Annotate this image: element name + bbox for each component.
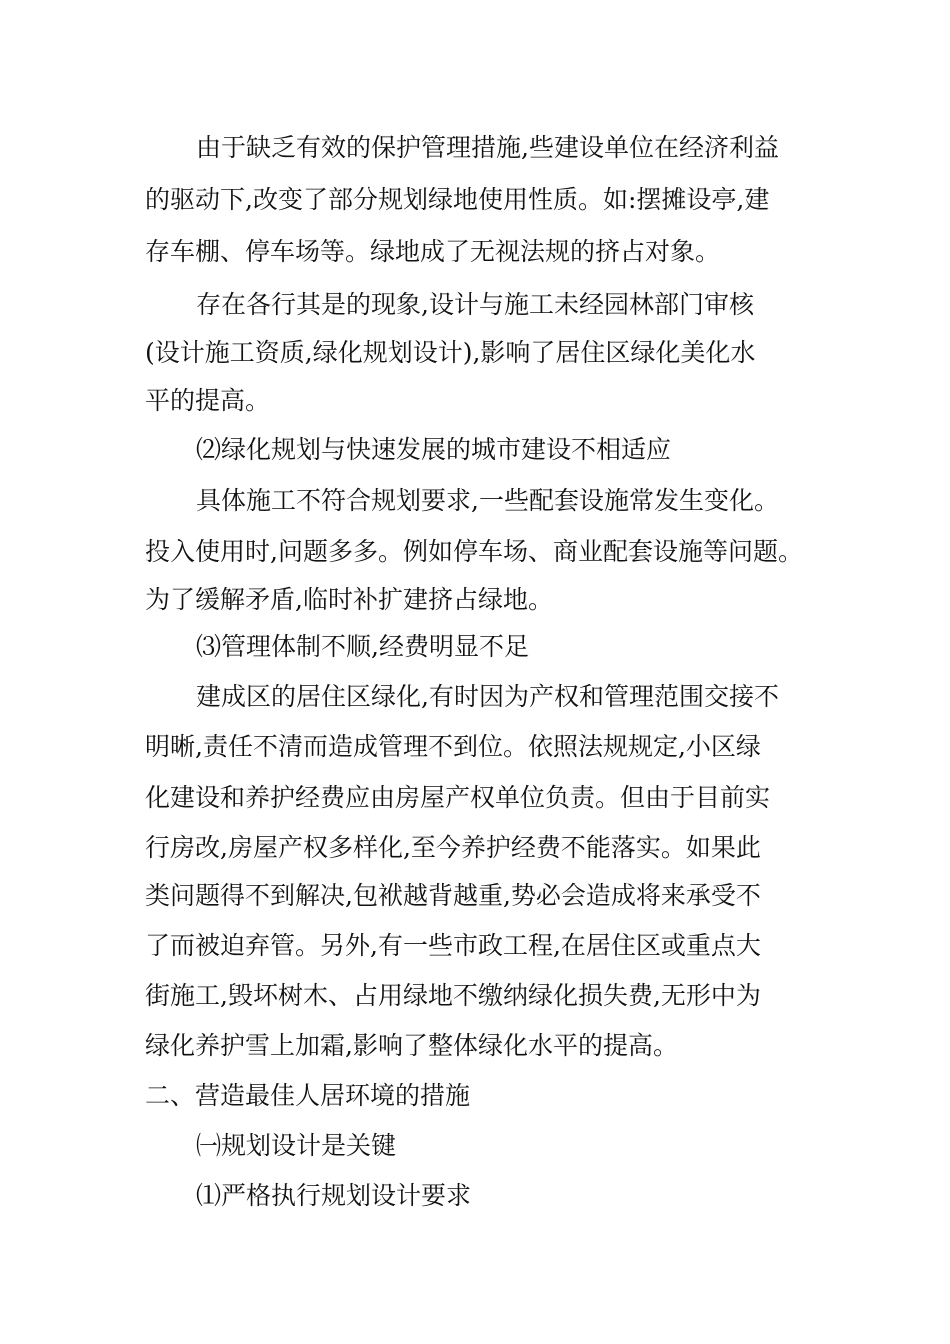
paragraph-line: 存在各行其是的现象,设计与施工未经园林部门审核 xyxy=(196,290,754,319)
paragraph-line: 的驱动下,改变了部分规划绿地使用性质。如:摆摊设亭,建 xyxy=(145,185,770,214)
paragraph-line: 行房改,房屋产权多样化,至今养护经费不能落实。如果此 xyxy=(145,833,761,862)
paragraph-line: 绿化养护雪上加霜,影响了整体绿化水平的提高。 xyxy=(145,1031,678,1060)
paragraph-line: 具体施工不符合规划要求,一些配套设施常发生变化。 xyxy=(196,486,779,515)
paragraph-line: (设计施工资质,绿化规划设计),影响了居住区绿化美化水 xyxy=(145,338,756,367)
paragraph-line: 化建设和养护经费应由房屋产权单位负责。但由于目前实 xyxy=(145,783,771,812)
paragraph-line: 平的提高。 xyxy=(145,386,271,415)
paragraph-line: 存车棚、停车场等。绿地成了无视法规的挤占对象。 xyxy=(145,237,721,266)
section-heading: ⑶管理体制不顺,经费明显不足 xyxy=(196,632,529,661)
subsection-heading: ㈠规划设计是关键 xyxy=(196,1131,397,1160)
subsection-heading: ⑴严格执行规划设计要求 xyxy=(196,1181,472,1210)
section-heading: 二、营造最佳人居环境的措施 xyxy=(145,1081,471,1110)
paragraph-line: 建成区的居住区绿化,有时因为产权和管理范围交接不 xyxy=(196,682,779,711)
paragraph-line: 街施工,毁坏树木、占用绿地不缴纳绿化损失费,无形中为 xyxy=(145,981,761,1010)
paragraph-line: 投入使用时,问题多多。例如停车场、商业配套设施等问题。 xyxy=(145,537,803,566)
paragraph-line: 类问题得不到解决,包袱越背越重,势必会造成将来承受不 xyxy=(145,881,761,910)
paragraph-line: 了而被迫弃管。另外,有一些市政工程,在居住区或重点大 xyxy=(145,931,761,960)
paragraph-line: 为了缓解矛盾,临时补扩建挤占绿地。 xyxy=(145,585,553,614)
section-heading: ⑵绿化规划与快速发展的城市建设不相适应 xyxy=(196,435,672,464)
paragraph-line: 由于缺乏有效的保护管理措施,些建设单位在经济利益 xyxy=(196,133,779,162)
paragraph-line: 明晰,责任不清而造成管理不到位。依照法规规定,小区绿 xyxy=(145,732,761,761)
